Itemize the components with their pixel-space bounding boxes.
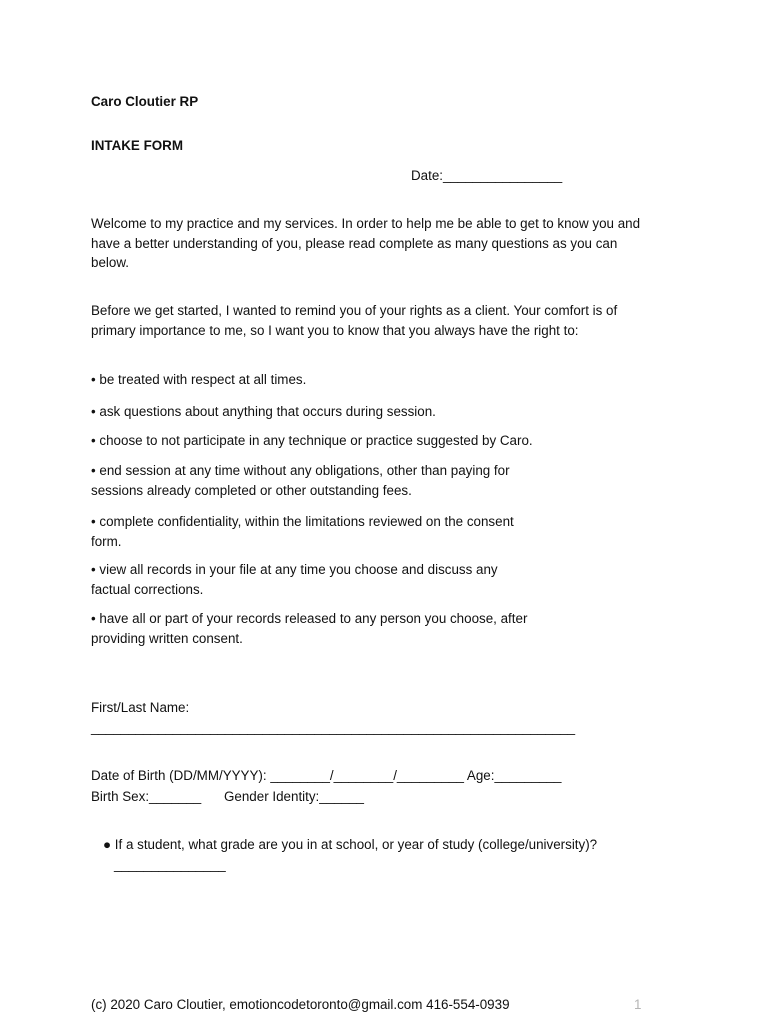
right-item-respect: • be treated with respect at all times. xyxy=(91,372,307,387)
welcome-paragraph: Welcome to my practice and my services. In order to help me be able to get to know you and have a better understanding of you, please read complete as many questions as you can below. xyxy=(91,216,641,270)
page-number: 1 xyxy=(634,997,642,1012)
name-line: _________________________________________________________________ xyxy=(91,720,576,735)
practice-name: Caro Cloutier RP xyxy=(91,94,199,109)
birth-sex-field: Birth Sex:_______ xyxy=(91,789,202,804)
form-title: INTAKE FORM xyxy=(91,138,183,153)
right-item-questions: • ask questions about anything that occurs during session. xyxy=(91,404,436,419)
dob-age-line: Date of Birth (DD/MM/YYYY): ________/________/_________ Age:_________ xyxy=(91,768,562,783)
gender-identity-field: Gender Identity:______ xyxy=(224,789,364,804)
right-item-not-participate: • choose to not participate in any technique or practice suggested by Caro. xyxy=(91,433,533,448)
right-item-end-session: • end session at any time without any obligations, other than paying for sessions already completed or other outstanding fees. xyxy=(91,463,510,498)
right-item-confidentiality: • complete confidentiality, within the limitations reviewed on the consent form. xyxy=(91,514,514,549)
name-label: First/Last Name: xyxy=(91,700,190,715)
student-answer-line: _______________ xyxy=(114,857,226,872)
student-question: ● If a student, what grade are you in at school, or year of study (college/university)? xyxy=(103,837,598,852)
footer-copyright: (c) 2020 Caro Cloutier, emotioncodetoronto@gmail.com 416-554-0939 xyxy=(91,997,510,1012)
right-item-release-records: • have all or part of your records released to any person you choose, after providing written consent. xyxy=(91,611,528,646)
right-item-view-records: • view all records in your file at any time you choose and discuss any factual corrections. xyxy=(91,562,498,597)
date-field: Date:________________ xyxy=(411,168,563,183)
rights-intro-paragraph: Before we get started, I wanted to remind you of your rights as a client. Your comfort is of primary importance to me, so I want you to know that you always have the right to: xyxy=(91,303,618,338)
